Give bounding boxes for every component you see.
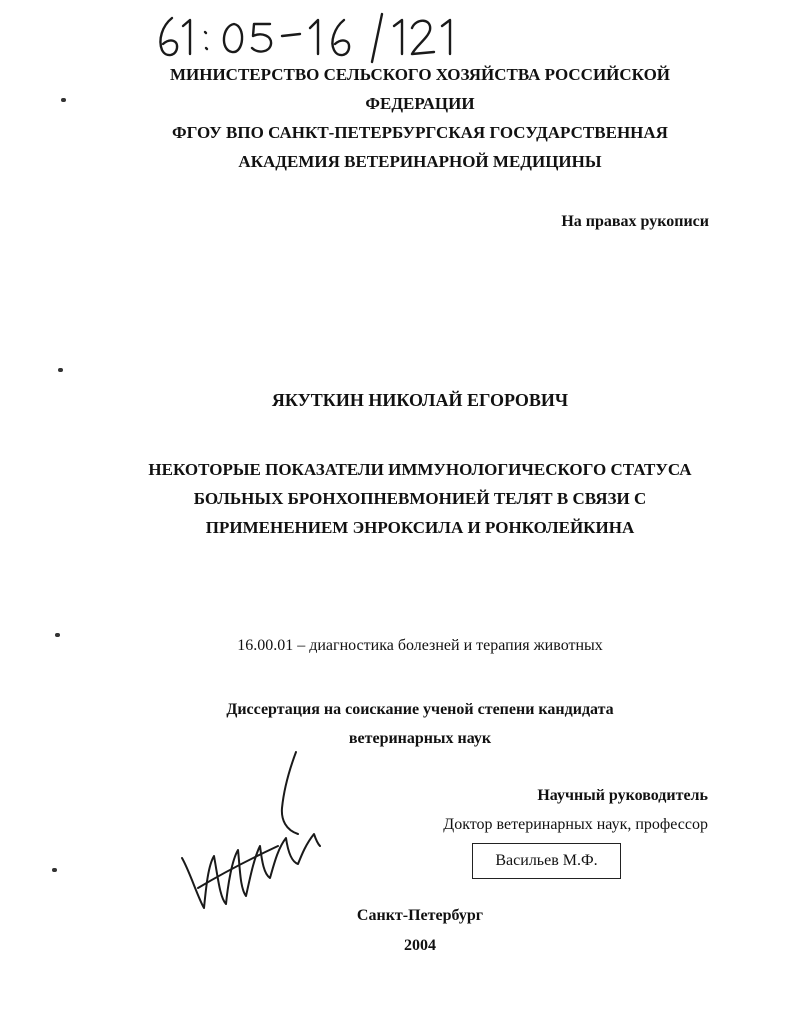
scan-speck <box>61 98 66 102</box>
specialty-code: 16.00.01 – диагностика болезней и терапия животных <box>237 637 603 654</box>
ministry-line-1: МИНИСТЕРСТВО СЕЛЬСКОГО ХОЗЯЙСТВА РОССИЙСКОЙ <box>169 65 671 84</box>
title-line-3: ПРИМЕНЕНИЕМ ЭНРОКСИЛА И РОНКОЛЕЙКИНА <box>205 518 635 537</box>
city: Санкт-Петербург <box>356 907 484 924</box>
scan-speck <box>55 633 60 637</box>
title-line-1: НЕКОТОРЫЕ ПОКАЗАТЕЛИ ИММУНОЛОГИЧЕСКОГО СТАТУСА <box>148 460 692 479</box>
academy-line-2: АКАДЕМИЯ ВЕТЕРИНАРНОЙ МЕДИЦИНЫ <box>238 152 602 171</box>
rights-note: На правах рукописи <box>561 213 709 230</box>
supervisor-label: Научный руководитель <box>537 787 708 804</box>
ministry-line-2: ФЕДЕРАЦИИ <box>365 94 475 113</box>
supervisor-name-box: Васильев М.Ф. <box>472 843 621 879</box>
scan-speck <box>52 868 57 872</box>
supervisor-degree: Доктор ветеринарных наук, профессор <box>443 816 708 833</box>
dissertation-line-2: ветеринарных наук <box>348 730 492 747</box>
signature-image <box>178 748 323 918</box>
academy-line-1: ФГОУ ВПО САНКТ-ПЕТЕРБУРГСКАЯ ГОСУДАРСТВЕННАЯ <box>172 123 668 142</box>
title-line-2: БОЛЬНЫХ БРОНХОПНЕВМОНИЕЙ ТЕЛЯТ В СВЯЗИ С <box>193 489 647 508</box>
dissertation-type <box>130 695 710 753</box>
dissertation-title <box>80 455 760 542</box>
year: 2004 <box>404 937 436 954</box>
scan-speck <box>58 368 63 372</box>
author-name: ЯКУТКИН НИКОЛАЙ ЕГОРОВИЧ <box>271 390 569 410</box>
dissertation-line-1: Диссертация на соискание ученой степени кандидата <box>226 701 614 718</box>
institution-header <box>100 60 740 176</box>
handwritten-archive-number <box>150 4 530 64</box>
